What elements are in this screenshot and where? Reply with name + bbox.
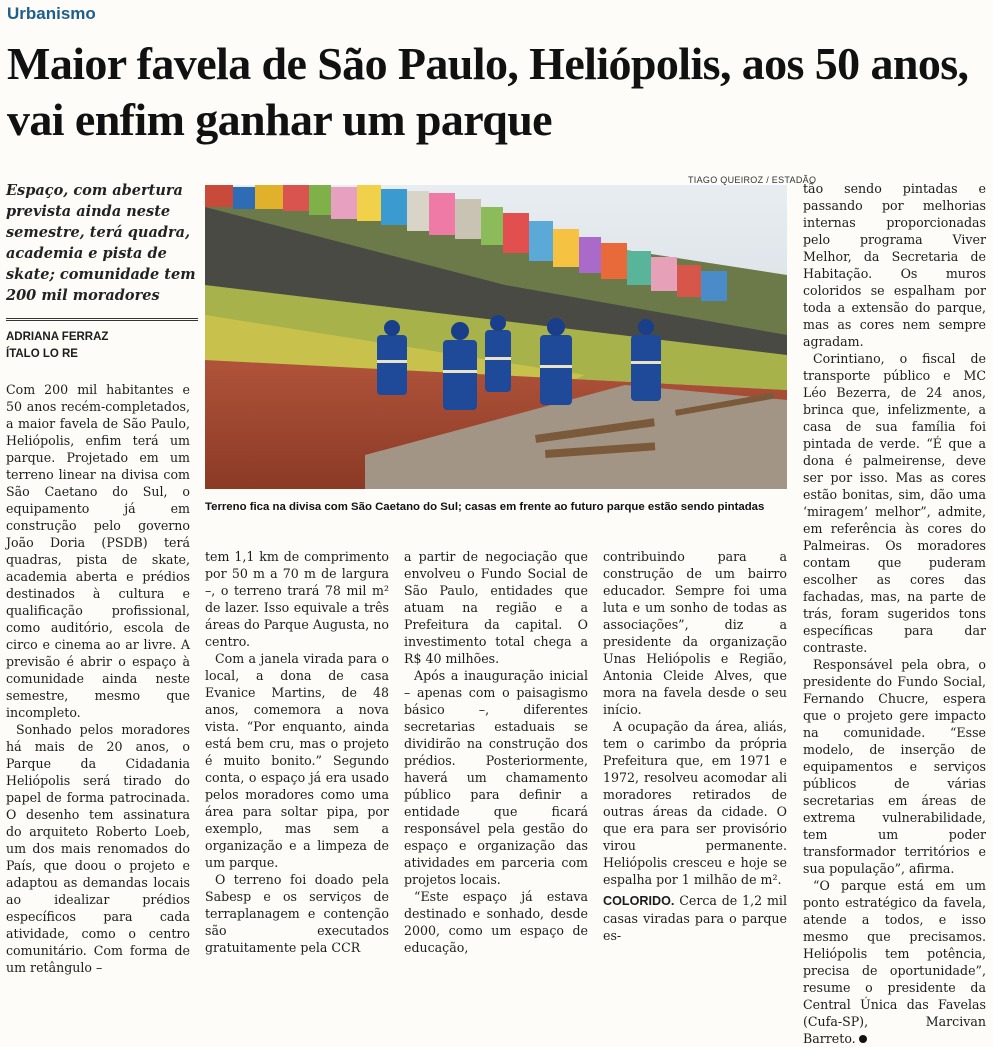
author-name: ÍTALO LO RE xyxy=(6,348,78,360)
paragraph: Responsável pela obra, o presidente do Fundo Social, Fernando Chucre, espera que o projeto gere impacto na comunidade. “Esse modelo, de inserção de equipamentos e serviços públicos de várias secretarias em áreas de extrema vulnerabilidade, tem um poder transformador territórios e sua população”, afirma. xyxy=(803,657,986,876)
section-label: Urbanismo xyxy=(7,4,96,23)
deck-subtitle: Espaço, com abertura prevista ainda neste semestre, terá quadra, academia e pista de skate; comunidade tem 200 mil moradores xyxy=(6,182,196,304)
paragraph xyxy=(803,877,986,1047)
subhead-kicker: COLORIDO. xyxy=(603,894,675,908)
paragraph: tem 1,1 km de comprimento por 50 m a 70 m de largura –, o terreno trará 78 mil m² de lazer. Isso equivale a três áreas do Parque Augusta, no centro. xyxy=(205,549,389,649)
paragraph: Após a inauguração inicial – apenas com o paisagismo básico –, diferentes secretarias estaduais se dividirão na construção dos prédios. Posteriormente, haverá um chamamento público para definir a entidade que ficará responsável pela gestão do espaço e organização das atividades em parceria com projetos locais. xyxy=(404,668,588,887)
paragraph: Com 200 mil habitantes e 50 anos recém-completados, a maior favela de São Paulo, Heliópolis, enfim terá um parque. Projetado em um terreno linear na divisa com São Caetano do Sul, o equipamento já em construção pelo governo João Doria (PSDB) terá quadras, pista de skate, academia aberta e prédios destinados à cultura e qualificação profissional, como auditório, escola de circo e cinema ao ar livre. A previsão é abrir o espaço à comunidade ainda neste semestre, mesmo que incompleto. xyxy=(6,382,190,720)
paragraph: Corintiano, o fiscal de transporte público e MC Léo Bezerra, de 24 anos, brinca que, infelizmente, a casa de sua família foi pintada de verde. “É que a dona é palmeirense, deve ser por isso. Mas as cores estão bonitas, sim, dão uma ‘miragem’ melhor”, admite, em referência às cores do Palmeiras. Os moradores contam que puderam escolher as cores das fachadas, mas, na parte de trás, foram sugeridos tons específicas para dar contraste. xyxy=(803,351,986,655)
article-column xyxy=(404,548,588,956)
paragraph: O terreno foi doado pela Sabesp e os serviços de terraplanagem e contenção são executados gratuitamente pela CCR xyxy=(205,872,389,955)
paragraph: A ocupação da área, aliás, tem o carimbo da própria Prefeitura que, em 1971 e 1972, resolveu acomodar ali moradores retirados de outras áreas da cidade. O que era para ser provisório virou permanente. Heliópolis cresceu e hoje se espalha por 1 milhão de m². xyxy=(603,719,787,887)
end-mark-icon xyxy=(859,1035,867,1043)
paragraph: a partir de negociação que envolveu o Fundo Social de São Paulo, entidades que atuam na região e a Prefeitura da capital. O investimento total chega a R$ 40 milhões. xyxy=(404,549,588,666)
paragraph-text: “O parque está em um ponto estratégico da favela, atende a todos, e isso mesmo que precisamos. Heliópolis tem potência, precisa de oportunidade”, resume o presidente da Central Única das Favelas (Cufa-SP), Marcivan Barreto. xyxy=(803,878,986,1046)
paragraph: tão sendo pintadas e passando por melhorias internas proporcionadas pelo programa Viver Melhor, da Secretaria de Habitação. Os muros coloridos se espalham por toda a extensão do parque, mas as cores nem sempre agradam. xyxy=(803,181,986,349)
author-name: ADRIANA FERRAZ xyxy=(6,331,109,343)
headline: Maior favela de São Paulo, Heliópolis, aos 50 anos, vai enfim ganhar um parque xyxy=(7,38,969,145)
paragraph xyxy=(603,892,787,944)
article-column xyxy=(6,381,190,976)
article-column xyxy=(603,548,787,944)
paragraph: Sonhado pelos moradores há mais de 20 anos, o Parque da Cidadania Heliópolis será tirado do papel de forma patrocinada. O desenho tem assinatura do arquiteto Roberto Loeb, um dos mais renomados do País, que doou o projeto e adaptou as demandas locais ao idealizar prédios específicos para cada atividade, como o centro comunitário. Com forma de um retângulo – xyxy=(6,722,190,975)
byline xyxy=(6,318,198,363)
article-photo xyxy=(205,185,787,489)
article-column xyxy=(803,180,986,1047)
paragraph-text: Cerca de 1,2 mil casas viradas para o parque es- xyxy=(603,893,787,943)
photo-credit: TIAGO QUEIROZ / ESTADÃO xyxy=(688,175,817,185)
paragraph: “Este espaço já estava destinado e sonhado, desde 2000, como um espaço de educação, xyxy=(404,889,588,955)
paragraph: contribuindo para a construção de um bairro educador. Sempre foi uma luta e um sonho de todas as associações”, diz a presidente da organização Unas Heliópolis e Região, Antonia Cleide Alves, que mora na favela desde o seu início. xyxy=(603,549,787,717)
photo-caption: Terreno fica na divisa com São Caetano do Sul; casas em frente ao futuro parque estão sendo pintadas xyxy=(205,501,765,513)
paragraph: Com a janela virada para o local, a dona de casa Evanice Martins, de 48 anos, comemora a nova vista. “Por enquanto, ainda está bem cru, mas o projeto é muito bonito.” Segundo conta, o espaço já era usado pelos moradores como uma área para soltar pipa, por exemplo, mas sem a organização e a limpeza de um parque. xyxy=(205,651,389,870)
article-column xyxy=(205,548,389,956)
